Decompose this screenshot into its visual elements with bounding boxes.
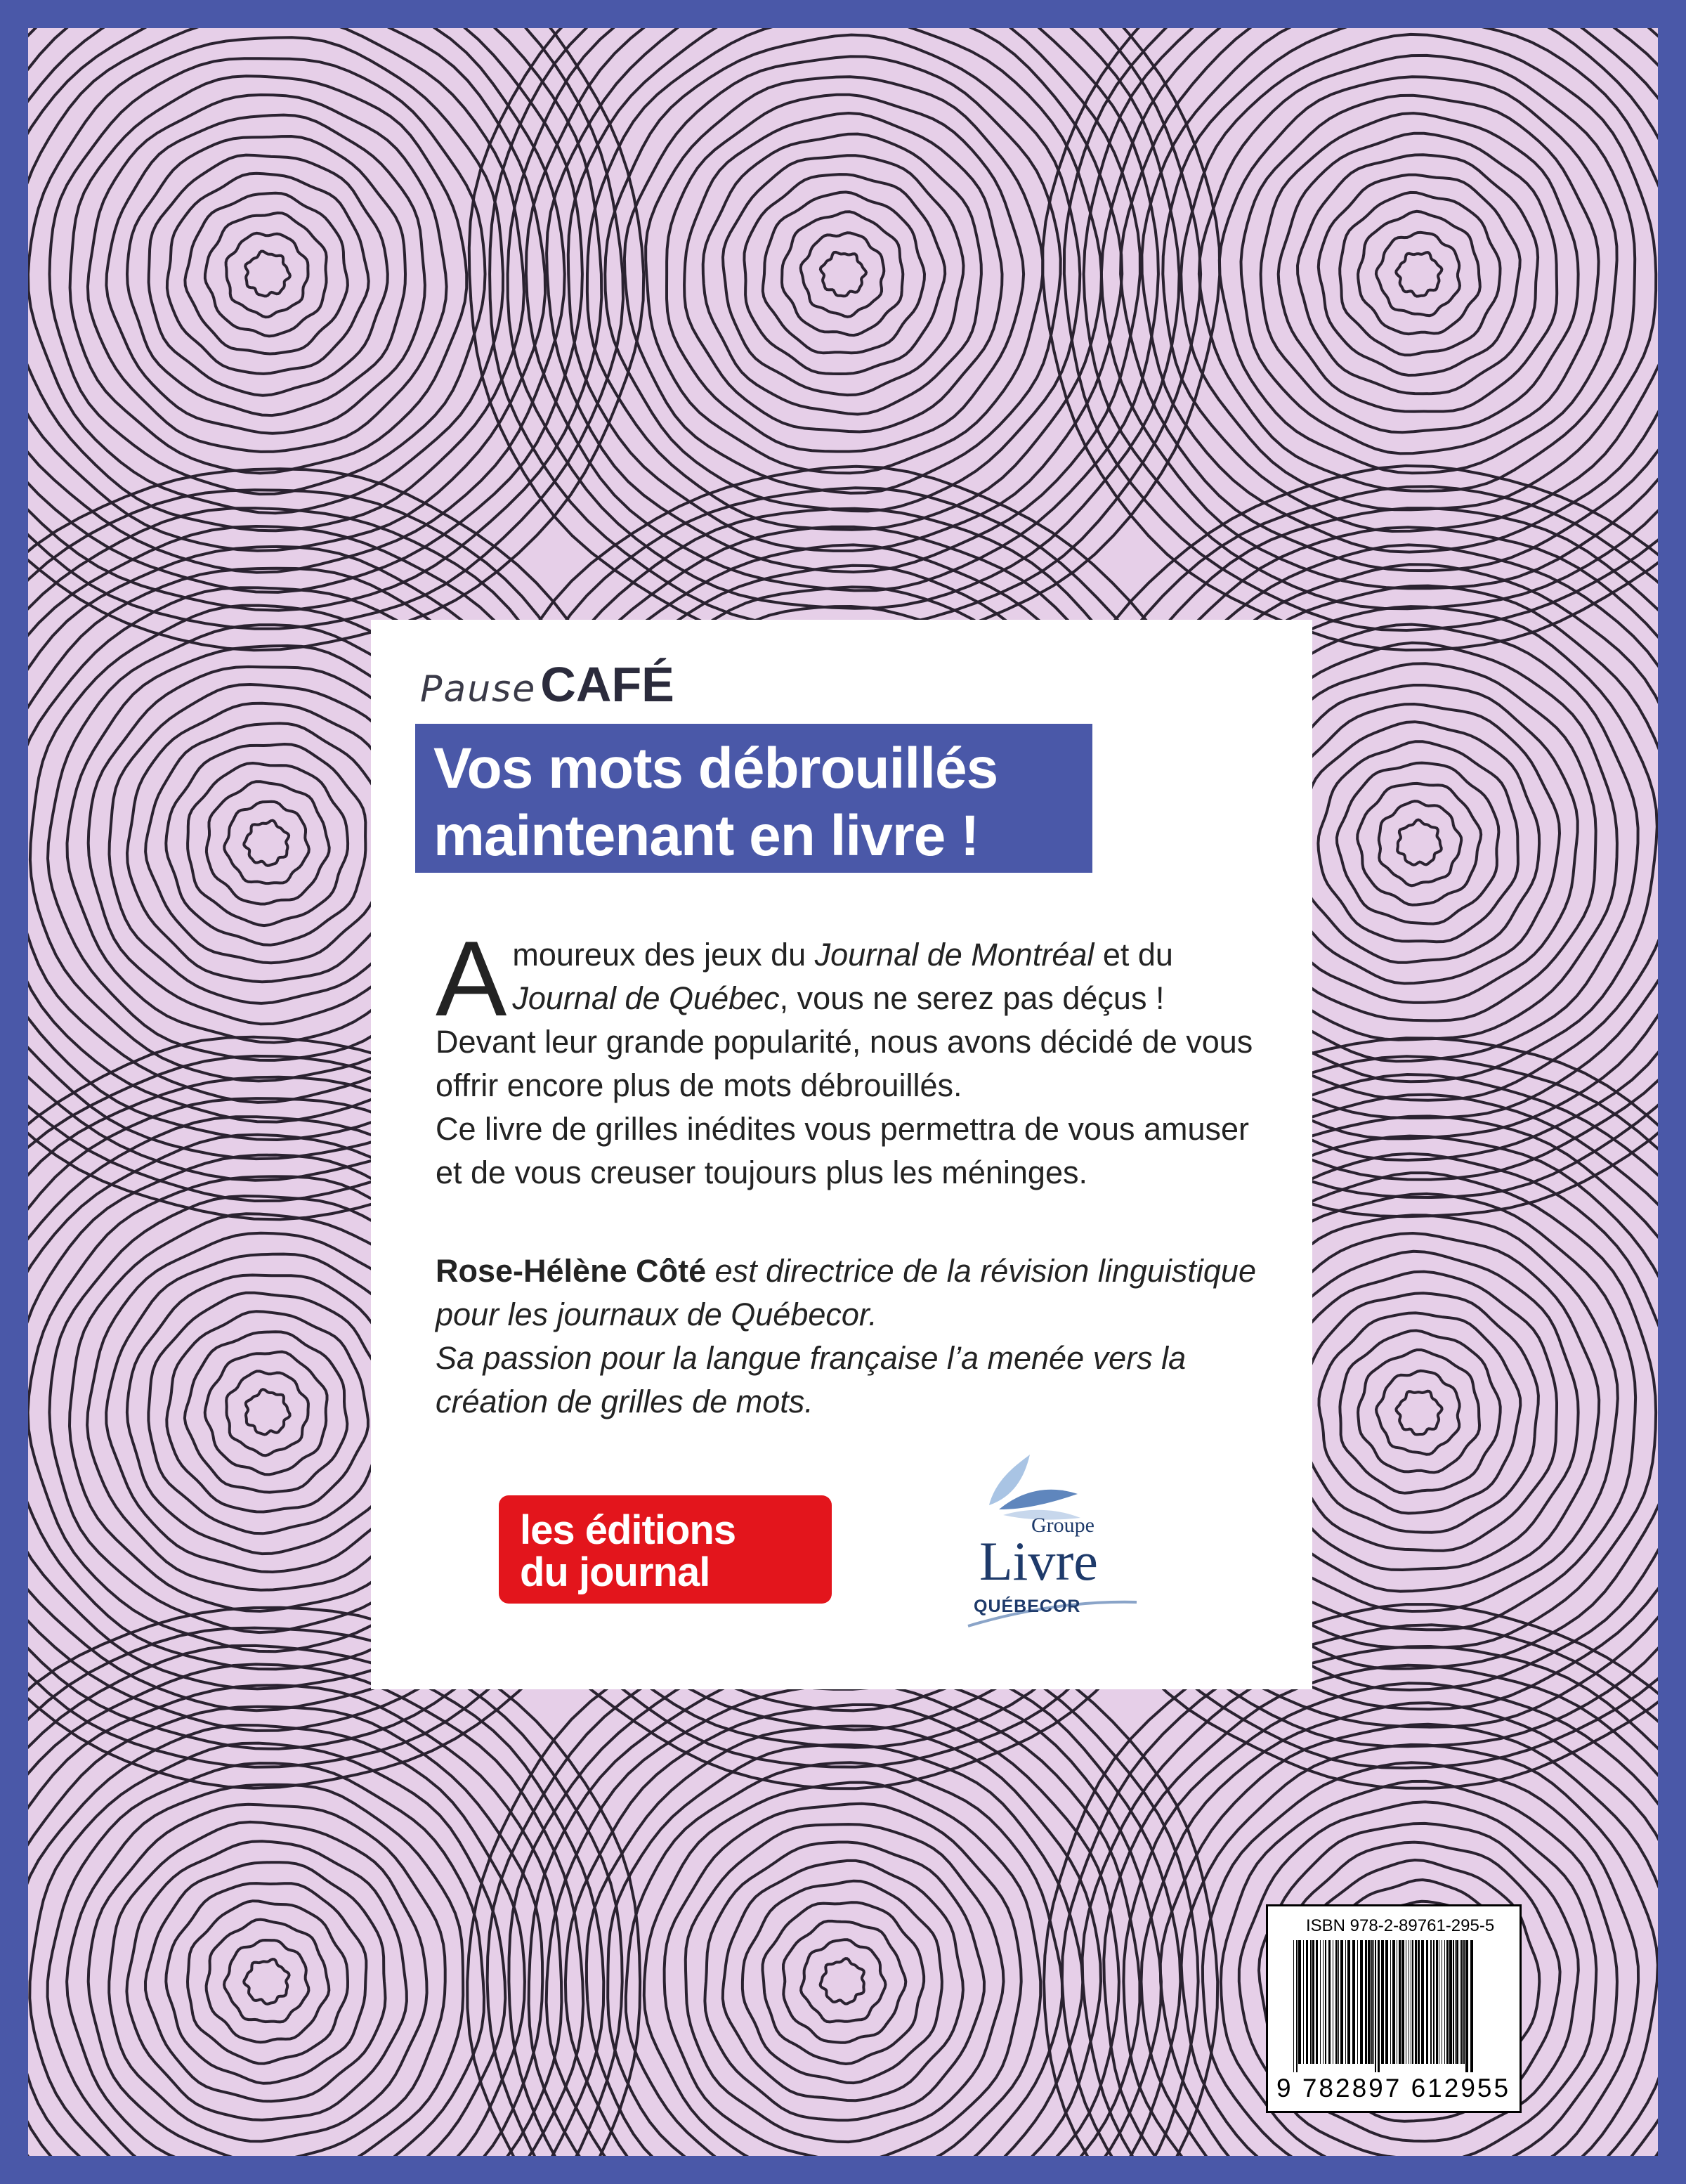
journal-montreal: Journal de Montréal: [814, 937, 1094, 973]
groupe-label: Groupe: [1031, 1514, 1094, 1537]
author-name: Rose-Hélène Côté: [436, 1253, 707, 1289]
quebecor-label: QUÉBECOR: [974, 1597, 1081, 1616]
editions-du-journal-logo: [499, 1495, 832, 1604]
headline-line-2: maintenant en livre !: [433, 804, 979, 868]
intro-text: [436, 919, 1272, 1195]
editions-line-2: du journal: [520, 1549, 710, 1595]
barcode-bars: [1289, 1940, 1500, 2074]
isbn-barcode: [1266, 1904, 1522, 2113]
journal-quebec: Journal de Québec: [512, 980, 780, 1016]
info-panel: [371, 620, 1312, 1689]
intro-paragraph-1: [436, 919, 1272, 1107]
livre-label: Livre: [979, 1530, 1098, 1592]
intro-seg-3: , vous ne serez pas déçus ! Devant leur grande popularité, nous avons décidé de vous offrir encore plus de mots débrouillés.: [436, 980, 1253, 1103]
drop-cap: A: [436, 919, 507, 1039]
barcode-digits: 9 782897 612955: [1276, 2074, 1511, 2102]
groupe-livre-quebecor-logo: [940, 1450, 1144, 1633]
series-pause: Pause: [420, 668, 537, 710]
headline-line-1: Vos mots débrouillés: [433, 736, 998, 800]
intro-paragraph-2: Ce livre de grilles inédites vous permettra de vous amuser et de vous creuser toujours plus les méninges.: [436, 1111, 1250, 1190]
headline-banner: [415, 724, 1092, 873]
intro-seg-1: moureux des jeux du: [512, 937, 815, 973]
isbn-text: ISBN 978-2-89761-295-5: [1306, 1916, 1495, 1935]
bio-paragraph-2: Sa passion pour la langue française l’a menée vers la création de grilles de mots.: [436, 1340, 1187, 1419]
author-bio: [436, 1249, 1272, 1424]
intro-seg-2: et du: [1094, 937, 1173, 973]
series-title: [420, 656, 674, 713]
bio-text-1: est directrice de la révision linguistique pour les journaux de Québecor.: [436, 1253, 1256, 1332]
editions-line-1: les éditions: [520, 1507, 736, 1553]
bio-paragraph-1: [436, 1249, 1272, 1337]
series-cafe: CAFÉ: [540, 657, 674, 712]
